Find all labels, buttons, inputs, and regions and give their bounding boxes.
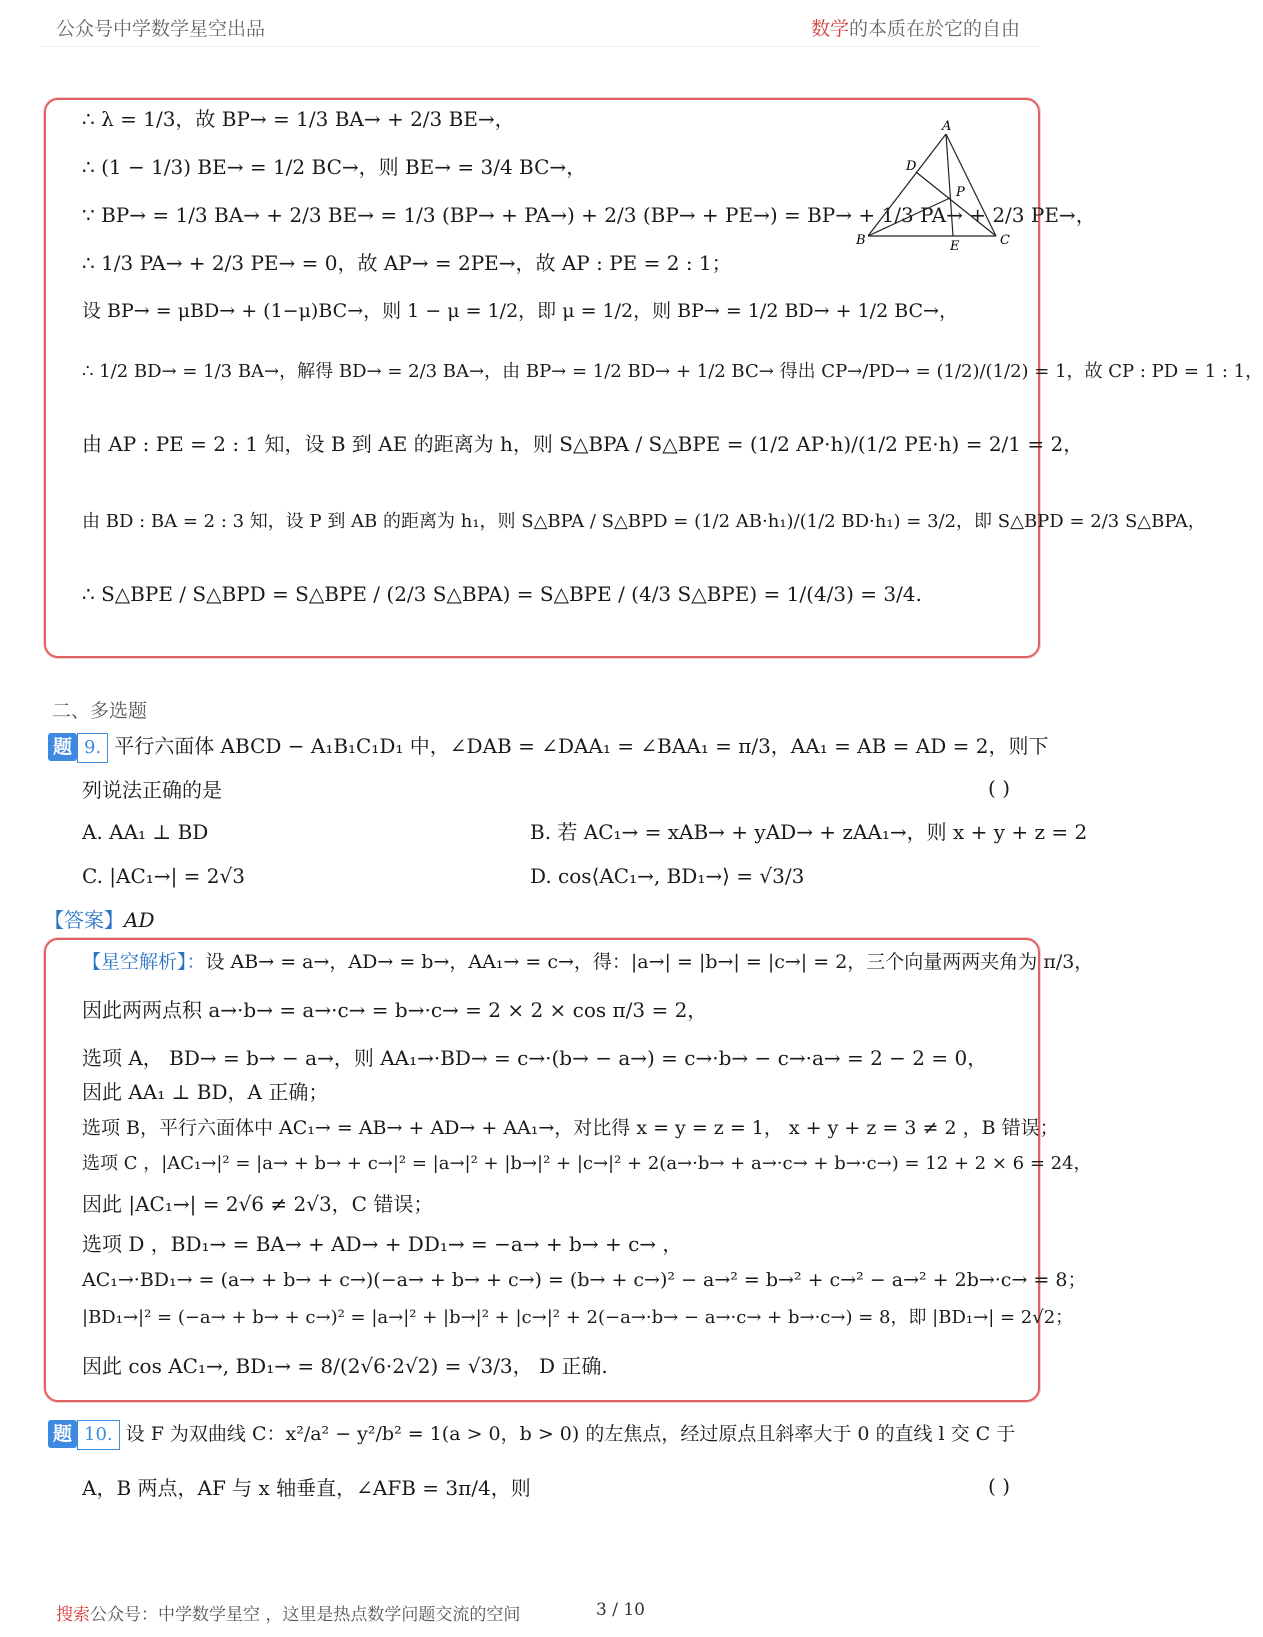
triangle-figure [850,119,1020,254]
header-right [811,14,1020,41]
footer-red: 搜索 [56,1605,90,1625]
box2-line-5: 选项 B，平行六面体中 AC₁→ = AB→ + AD→ + AA₁→，对比得 x = y = z = 1， x + y + z = 3 ≠ 2 ，B 错误； [82,1117,1059,1139]
box2-line-2: 因此两两点积 a→·b→ = a→·c→ = b→·c→ = 2 × 2 × cos π/3 = 2， [82,998,708,1022]
section-heading: 二、多选题 [52,700,148,722]
box2-line-8: 选项 D ，BD₁→ = BA→ + AD→ + DD₁→ = −a→ + b→ + c→ ， [82,1232,683,1256]
box2-line-6: 选项 C ，|AC₁→|² = |a→ + b→ + c→|² = |a→|² + |b→|² + |c→|² + 2(a→·b→ + a→·c→ + b→·c→) = 12 + 2 × 6 = 24， [82,1153,1092,1174]
answer-value: AD [124,908,155,932]
box1-line-1: ∴ λ = 1/3，故 BP→ = 1/3 BA→ + 2/3 BE→， [82,107,515,131]
box1-line-7: 由 AP : PE = 2 : 1 知，设 B 到 AE 的距离为 h，则 S△BPA / S△BPE = (1/2 AP·h)/(1/2 PE·h) = 2/1 = 2， [82,432,1084,456]
fig-label-P: P [956,185,965,200]
box2-line-3: 选项 A， BD→ = b→ − a→，则 AA₁→·BD→ = c→·(b→ − a→) = c→·b→ − c→·a→ = 2 − 2 = 0， [82,1046,988,1070]
fig-label-D: D [906,159,917,174]
box2-line-1 [82,948,1093,976]
answer-label: 【答案】 [44,908,124,932]
q9-stem-text: 平行六面体 ABCD − A₁B₁C₁D₁ 中，∠DAB = ∠DAA₁ = ∠BAA₁ = π/3，AA₁ = AB = AD = 2，则下 [114,734,1049,758]
fig-label-A: A [942,119,952,134]
header-divider [40,46,1040,47]
box1-line-2: ∴ (1 − 1/3) BE→ = 1/2 BC→，则 BE→ = 3/4 BC→， [82,155,587,179]
q10-stem-2: A，B 两点，AF 与 x 轴垂直，∠AFB = 3π/4，则 [82,1476,531,1500]
q9-answer-blank: ( ) [988,776,1010,800]
q9-option-b: B. 若 AC₁→ = xAB→ + yAD→ + zAA₁→，则 x + y + z = 2 [530,820,1088,844]
fig-label-C: C [1000,233,1010,248]
box1-line-9: ∴ S△BPE / S△BPD = S△BPE / (2/3 S△BPA) = S△BPE / (4/3 S△BPE) = 1/(4/3) = 3/4. [82,582,922,606]
box1-line-5: 设 BP→ = μBD→ + (1−μ)BC→，则 1 − μ = 1/2，即 μ = 1/2，则 BP→ = 1/2 BD→ + 1/2 BC→， [82,300,958,322]
q9-option-a: A. AA₁ ⊥ BD [82,820,209,844]
footer-rest: 公众号：中学数学星空 ，这里是热点数学问题交流的空间 [90,1605,521,1625]
q9-option-d: D. cos⟨AC₁→, BD₁→⟩ = √3/3 [530,864,805,888]
box2-line-4: 因此 AA₁ ⊥ BD，A 正确； [82,1080,329,1104]
q9-stem [48,732,1048,763]
q10-stem [48,1420,1015,1450]
q10-tag: 题 [48,1420,77,1448]
header-right-rest: 的本质在於它的自由 [848,18,1020,40]
header-left: 公众号中学数学星空出品 [56,18,266,40]
q9-tag: 题 [48,733,77,761]
q9-stem-2: 列说法正确的是 [82,778,222,802]
box1-line-3: ∵ BP→ = 1/3 BA→ + 2/3 BE→ = 1/3 (BP→ + PA→) + 2/3 (BP→ + PE→) = BP→ + 1/3 PA→ + 2/3 PE→， [82,203,1096,227]
q10-stem-text: 设 F 为双曲线 C：x²/a² − y²/b² = 1(a > 0，b > 0) 的左焦点，经过原点且斜率大于 0 的直线 l 交 C 于 [125,1423,1016,1445]
analysis-label: 【星空解析】： [82,951,206,973]
footer-text [56,1600,520,1625]
fig-label-E: E [950,239,960,254]
box1-line-4: ∴ 1/3 PA→ + 2/3 PE→ = 0，故 AP→ = 2PE→，故 AP : PE = 2 : 1； [82,251,732,275]
box1-line-6: ∴ 1/2 BD→ = 1/3 BA→，解得 BD→ = 2/3 BA→，由 BP→ = 1/2 BD→ + 1/2 BC→ 得出 CP→/PD→ = (1/2)/(1/2) = 1，故 CP : PD = 1 : 1， [82,361,1263,382]
box1-line-8: 由 BD : BA = 2 : 3 知，设 P 到 AB 的距离为 h₁，则 S△BPA / S△BPD = (1/2 AB·h₁)/(1/2 BD·h₁) = 3/2，即 S△BPD = 2/3 S△BPA， [82,511,1206,532]
page-number: 3 / 10 [596,1600,645,1620]
q10-number: 10. [77,1420,120,1450]
box2-line-1-text: 设 AB→ = a→，AD→ = b→，AA₁→ = c→，得：|a→| = |b→| = |c→| = 2，三个向量两两夹角为 π/3， [205,951,1094,973]
q9-option-c: C. |AC₁→| = 2√3 [82,864,245,888]
header-right-red: 数学 [810,18,849,40]
box2-line-10: |BD₁→|² = (−a→ + b→ + c→)² = |a→|² + |b→|² + |c→|² + 2(−a→·b→ − a→·c→ + b→·c→) = 8，即 |BD₁→| = 2√2； [82,1307,1074,1328]
box2-line-9: AC₁→·BD₁→ = (a→ + b→ + c→)(−a→ + b→ + c→) = (b→ + c→)² − a→² = b→² + c→² − a→² + 2b→·c→ = 8； [82,1269,1087,1291]
box2-line-11: 因此 cos AC₁→, BD₁→ = 8/(2√6·2√2) = √3/3， D 正确. [82,1354,608,1378]
q9-number: 9. [77,733,108,763]
q10-answer-blank: ( ) [988,1474,1010,1498]
box2-line-7: 因此 |AC₁→| = 2√6 ≠ 2√3，C 错误； [82,1192,434,1216]
q9-answer [44,906,154,934]
fig-label-B: B [856,233,866,248]
